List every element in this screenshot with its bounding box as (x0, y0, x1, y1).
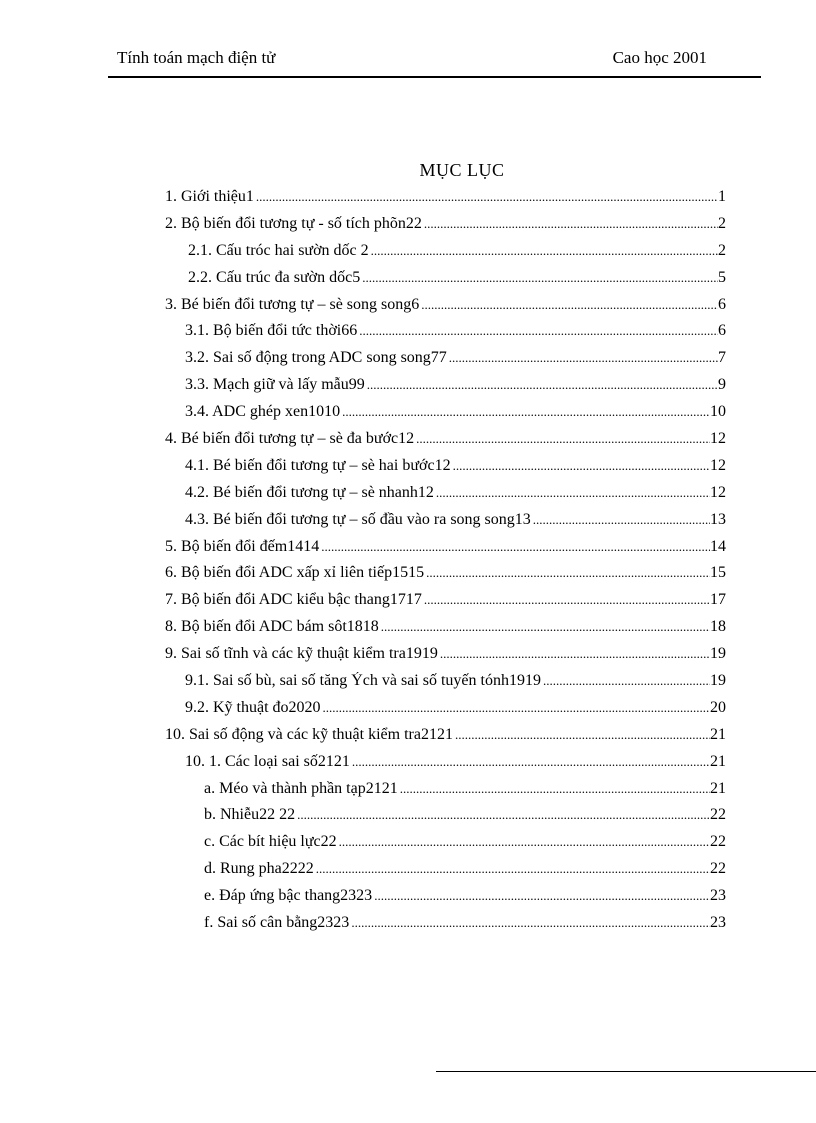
toc-leader-dots (339, 834, 710, 850)
toc-leader-dots (256, 189, 718, 205)
header-document-title: Tính toán mạch điện tử (117, 48, 276, 67)
toc-leader-dots (381, 619, 710, 635)
toc-entry[interactable] (165, 188, 726, 215)
toc-entry[interactable] (165, 349, 726, 376)
toc-entry-text: 9.1. Sai số bù, sai số tăng Ých và sai số tuyến tónh1919 (185, 672, 541, 690)
toc-entry-text: d. Rung pha2222 (204, 860, 314, 878)
toc-entry[interactable] (165, 780, 726, 807)
toc-leader-dots (362, 270, 718, 286)
toc-entry-text: 2.2. Cấu trúc đa sườn dốc5 (188, 268, 361, 286)
toc-entry-page: 22 (710, 833, 726, 851)
toc-leader-dots (533, 512, 710, 528)
toc-entry-text: 6. Bộ biến đổi ADC xấp xỉ liên tiếp1515 (165, 564, 425, 582)
toc-entry[interactable] (165, 457, 726, 484)
toc-entry[interactable] (165, 914, 726, 941)
toc-leader-dots (367, 377, 718, 393)
toc-entry[interactable] (165, 376, 726, 403)
header-rule (108, 76, 761, 78)
toc-entry[interactable] (165, 726, 726, 753)
toc-entry-page: 10 (710, 403, 726, 421)
toc-entry-text: 10. Sai số động và các kỹ thuật kiểm tra2121 (165, 725, 453, 743)
toc-entry[interactable] (165, 430, 726, 457)
toc-leader-dots (416, 431, 710, 447)
toc-entry[interactable] (165, 215, 726, 242)
toc-entry-page: 22 (710, 860, 726, 878)
toc-leader-dots (323, 700, 710, 716)
toc-leader-dots (374, 888, 710, 904)
toc-leader-dots (359, 323, 718, 339)
toc-entry-text: 7. Bộ biến đổi ADC kiểu bậc thang1717 (165, 591, 422, 609)
toc-title: MỤC LỤC (419, 160, 505, 180)
toc-entry-page: 2 (718, 214, 726, 232)
toc-leader-dots (421, 297, 718, 313)
footer-rule (436, 1071, 816, 1072)
toc-entry-page: 9 (718, 376, 726, 394)
toc-entry-page: 23 (710, 887, 726, 905)
toc-entry[interactable] (165, 753, 726, 780)
page-header (117, 48, 707, 74)
toc-entry-page: 6 (718, 322, 726, 340)
toc-entry-text: 4.3. Bé biến đổi tương tự – số đầu vào ra song song13 (185, 510, 531, 528)
toc-entry-text: e. Đáp ứng bậc thang2323 (204, 887, 373, 905)
toc-entry-page: 21 (710, 725, 726, 743)
toc-entry[interactable] (165, 269, 726, 296)
toc-entry-text: 3.4. ADC ghép xen1010 (185, 403, 341, 421)
toc-leader-dots (342, 404, 710, 420)
toc-entry-page: 7 (718, 349, 726, 367)
toc-entry-text: 3. Bé biến đổi tương tự – sè song song6 (165, 295, 420, 313)
toc-leader-dots (424, 592, 710, 608)
toc-leader-dots (424, 216, 718, 232)
toc-entry[interactable] (165, 322, 726, 349)
toc-entry-page: 19 (710, 672, 726, 690)
toc-entry-text: 3.2. Sai số động trong ADC song song77 (185, 349, 447, 367)
toc-entry-page: 23 (710, 914, 726, 932)
toc-entry[interactable] (165, 645, 726, 672)
toc-entry-text: a. Méo và thành phần tạp2121 (204, 779, 398, 797)
toc-entry[interactable] (165, 887, 726, 914)
toc-entry[interactable] (165, 511, 726, 538)
toc-entry-text: 4. Bé biến đổi tương tự – sè đa bước12 (165, 430, 415, 448)
toc-entry-page: 15 (710, 564, 726, 582)
toc-entry-text: 3.1. Bộ biến đổi tức thời66 (185, 322, 358, 340)
toc-leader-dots (440, 646, 710, 662)
toc-entry-text: f. Sai số cân bằng2323 (204, 914, 350, 932)
toc-entry-text: 3.3. Mạch giữ và lấy mẫu99 (185, 376, 365, 394)
toc-entry-text: b. Nhiễu22 22 (204, 806, 296, 824)
toc-entry-page: 14 (710, 537, 726, 555)
toc-entry-page: 12 (710, 430, 726, 448)
toc-entry-text: 10. 1. Các loại sai số2121 (185, 752, 350, 770)
toc-entry-text: 4.2. Bé biến đổi tương tự – sè nhanh12 (185, 483, 434, 501)
toc-entry[interactable] (165, 618, 726, 645)
toc-leader-dots (321, 539, 710, 555)
toc-entry-page: 2 (718, 241, 726, 259)
toc-entry-text: 2.1. Cấu tróc hai sườn dốc 2 (188, 241, 369, 259)
toc-leader-dots (453, 458, 710, 474)
toc-leader-dots (351, 915, 710, 931)
toc-leader-dots (543, 673, 710, 689)
toc-leader-dots (371, 243, 718, 259)
toc-leader-dots (436, 485, 710, 501)
toc-leader-dots (297, 807, 710, 823)
toc-entry[interactable] (165, 242, 726, 269)
toc-entry[interactable] (165, 672, 726, 699)
toc-entry[interactable] (165, 699, 726, 726)
toc-entry-text: 5. Bộ biến đổi đếm1414 (165, 537, 320, 555)
toc-leader-dots (400, 781, 710, 797)
toc-entry-page: 17 (710, 591, 726, 609)
toc-entry-page: 22 (710, 806, 726, 824)
toc-leader-dots (455, 727, 710, 743)
toc-entry[interactable] (165, 591, 726, 618)
toc-entry-page: 5 (718, 268, 726, 286)
toc-entry-text: 2. Bộ biến đổi tương tự - số tích phõn22 (165, 214, 422, 232)
toc-entry-page: 21 (710, 779, 726, 797)
toc-entry-text: 9. Sai số tĩnh và các kỹ thuật kiểm tra1919 (165, 645, 438, 663)
toc-entry-text: c. Các bít hiệu lực22 (204, 833, 337, 851)
toc-leader-dots (449, 350, 718, 366)
toc-entry[interactable] (165, 403, 726, 430)
toc-entry[interactable] (165, 833, 726, 860)
toc-entry[interactable] (165, 806, 726, 833)
toc-entry-page: 12 (710, 483, 726, 501)
toc-entry-text: 1. Giới thiệu1 (165, 188, 254, 205)
toc-entry[interactable] (165, 860, 726, 887)
header-course-label: Cao học 2001 (612, 48, 707, 67)
toc-entry[interactable] (165, 296, 726, 323)
toc-entry-text: 9.2. Kỹ thuật đo2020 (185, 698, 321, 716)
toc-entry[interactable] (165, 484, 726, 511)
toc-leader-dots (426, 565, 710, 581)
toc-leader-dots (352, 754, 710, 770)
toc-entry-page: 1 (718, 188, 726, 205)
toc-entry-page: 12 (710, 456, 726, 474)
toc-entry-page: 21 (710, 752, 726, 770)
toc-entry-text: 8. Bộ biến đổi ADC bám sôt1818 (165, 618, 379, 636)
toc-entry-page: 20 (710, 698, 726, 716)
toc-leader-dots (316, 861, 710, 877)
table-of-contents (165, 188, 726, 941)
toc-entry[interactable] (165, 538, 726, 565)
toc-entry-page: 19 (710, 645, 726, 663)
toc-entry-page: 13 (710, 510, 726, 528)
toc-entry-page: 6 (718, 295, 726, 313)
toc-entry[interactable] (165, 564, 726, 591)
toc-entry-page: 18 (710, 618, 726, 636)
toc-entry-text: 4.1. Bé biến đổi tương tự – sè hai bước12 (185, 456, 451, 474)
